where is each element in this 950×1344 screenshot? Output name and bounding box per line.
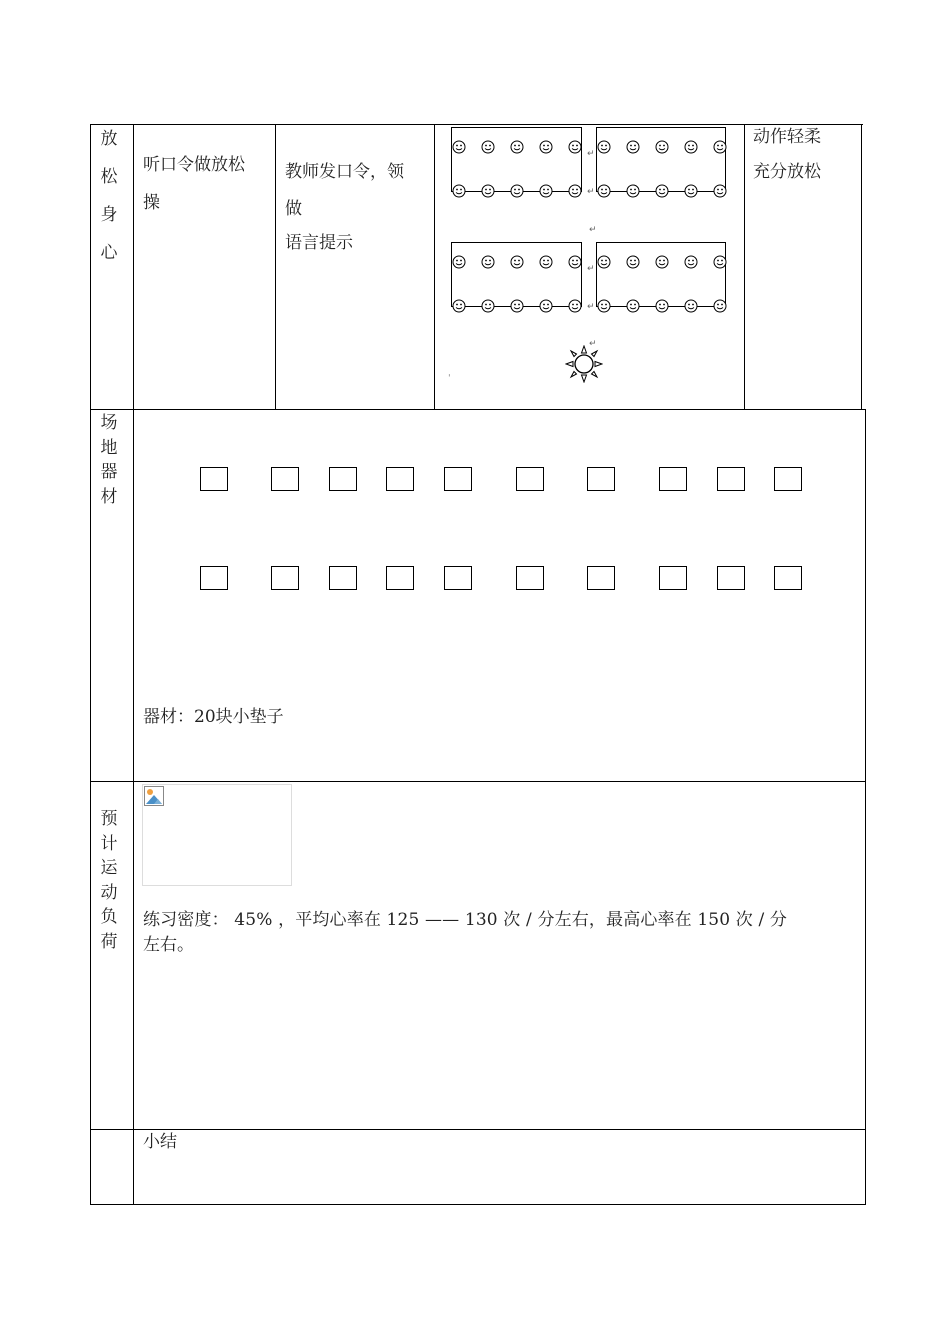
- student-group-bottom-right: [596, 242, 726, 307]
- col-divider-5: [861, 124, 862, 410]
- mat-square: [329, 566, 357, 590]
- smiley-face-icon: [568, 255, 582, 269]
- small-dash-mark: ˈ: [448, 374, 451, 384]
- teacher-method-line3: 语言提示: [285, 233, 353, 253]
- col-divider-1: [133, 124, 134, 1205]
- relax-header-char: 身: [100, 205, 118, 225]
- venue-header-char: 地: [100, 438, 118, 458]
- load-text-line1: 练习密度： 45% ，平均心率在 125 —— 130 次 / 分左右，最高心率在 150 次 / 分: [143, 910, 788, 930]
- smiley-face-icon: [481, 255, 495, 269]
- smiley-face-icon: [626, 184, 640, 198]
- mat-square: [271, 566, 299, 590]
- return-mark: ↵: [587, 302, 595, 312]
- return-mark: ↵: [587, 187, 595, 197]
- smiley-face-icon: [626, 140, 640, 154]
- mat-square: [329, 467, 357, 491]
- mat-square: [774, 566, 802, 590]
- row-divider-1: [91, 409, 866, 410]
- smiley-face-icon: [713, 299, 727, 313]
- smiley-face-icon: [684, 299, 698, 313]
- load-header-char: 荷: [100, 932, 118, 952]
- venue-header-char: 场: [100, 413, 118, 433]
- relax-content-line2: 操: [143, 193, 160, 213]
- mat-square: [516, 467, 544, 491]
- smiley-face-icon: [626, 299, 640, 313]
- smiley-face-icon: [568, 299, 582, 313]
- smiley-face-icon: [510, 255, 524, 269]
- student-group-top-right: [596, 127, 726, 192]
- smiley-face-icon: [481, 140, 495, 154]
- smiley-face-icon: [452, 184, 466, 198]
- smiley-face-icon: [539, 140, 553, 154]
- table-border-right: [865, 410, 866, 1205]
- venue-header-char: 器: [100, 462, 118, 482]
- col-divider-3: [434, 124, 435, 410]
- relax-header-char: 松: [100, 167, 118, 187]
- smiley-face-icon: [510, 299, 524, 313]
- return-mark: ↵: [587, 264, 595, 274]
- mat-square: [444, 566, 472, 590]
- row-divider-2: [91, 781, 866, 782]
- load-header-char: 运: [100, 858, 118, 878]
- mat-square: [444, 467, 472, 491]
- mat-square: [200, 566, 228, 590]
- mat-square: [659, 467, 687, 491]
- teacher-method-line2: 做: [285, 199, 302, 219]
- smiley-face-icon: [713, 184, 727, 198]
- table-border-left: [90, 124, 91, 1205]
- smiley-face-icon: [539, 299, 553, 313]
- smiley-face-icon: [597, 299, 611, 313]
- teacher-method-line1: 教师发口令，领: [285, 162, 404, 182]
- mat-square: [386, 566, 414, 590]
- smiley-face-icon: [655, 140, 669, 154]
- row-divider-3: [91, 1129, 866, 1130]
- col-divider-4: [744, 124, 745, 410]
- mat-square: [271, 467, 299, 491]
- load-header-char: 计: [100, 834, 118, 854]
- mat-square: [516, 566, 544, 590]
- smiley-face-icon: [568, 184, 582, 198]
- col-divider-2: [275, 124, 276, 410]
- requirement-line1: 动作轻柔: [753, 127, 821, 147]
- smiley-face-icon: [597, 140, 611, 154]
- mat-square: [717, 566, 745, 590]
- smiley-face-icon: [626, 255, 640, 269]
- equipment-text: 器材：20块小垫子: [143, 707, 284, 727]
- smiley-face-icon: [452, 140, 466, 154]
- smiley-face-icon: [597, 184, 611, 198]
- smiley-face-icon: [684, 255, 698, 269]
- smiley-face-icon: [655, 184, 669, 198]
- load-header-char: 负: [100, 907, 118, 927]
- mat-square: [659, 566, 687, 590]
- smiley-face-icon: [452, 299, 466, 313]
- load-header-char: 动: [100, 883, 118, 903]
- table-border-bottom: [91, 1204, 866, 1205]
- sun-icon: [565, 345, 603, 383]
- smiley-face-icon: [510, 184, 524, 198]
- return-mark: ↵: [587, 149, 595, 159]
- broken-image-icon: [144, 786, 164, 806]
- smiley-face-icon: [539, 184, 553, 198]
- relax-header-char: 放: [100, 129, 118, 149]
- relax-content-line1: 听口令做放松: [143, 155, 245, 175]
- smiley-face-icon: [452, 255, 466, 269]
- smiley-face-icon: [713, 255, 727, 269]
- smiley-face-icon: [684, 140, 698, 154]
- smiley-face-icon: [597, 255, 611, 269]
- smiley-face-icon: [655, 299, 669, 313]
- smiley-face-icon: [713, 140, 727, 154]
- smiley-face-icon: [481, 299, 495, 313]
- smiley-face-icon: [655, 255, 669, 269]
- smiley-face-icon: [539, 255, 553, 269]
- venue-header-char: 材: [100, 487, 118, 507]
- smiley-face-icon: [568, 140, 582, 154]
- mat-square: [587, 566, 615, 590]
- load-header-char: 预: [100, 809, 118, 829]
- smiley-face-icon: [481, 184, 495, 198]
- mat-square: [587, 467, 615, 491]
- summary-label: 小结: [143, 1132, 177, 1152]
- return-mark: ↵: [589, 225, 597, 235]
- relax-header-char: 心: [100, 243, 118, 263]
- student-group-bottom-left: [451, 242, 582, 307]
- smiley-face-icon: [510, 140, 524, 154]
- table-border-top: [91, 124, 863, 125]
- smiley-face-icon: [684, 184, 698, 198]
- requirement-line2: 充分放松: [753, 162, 821, 182]
- mat-square: [717, 467, 745, 491]
- load-text-line2: 左右。: [143, 935, 194, 955]
- student-group-top-left: [451, 127, 582, 192]
- return-mark: ↵: [589, 339, 597, 349]
- mat-square: [200, 467, 228, 491]
- heart-rate-chart-image: [142, 784, 292, 886]
- mat-square: [386, 467, 414, 491]
- mat-square: [774, 467, 802, 491]
